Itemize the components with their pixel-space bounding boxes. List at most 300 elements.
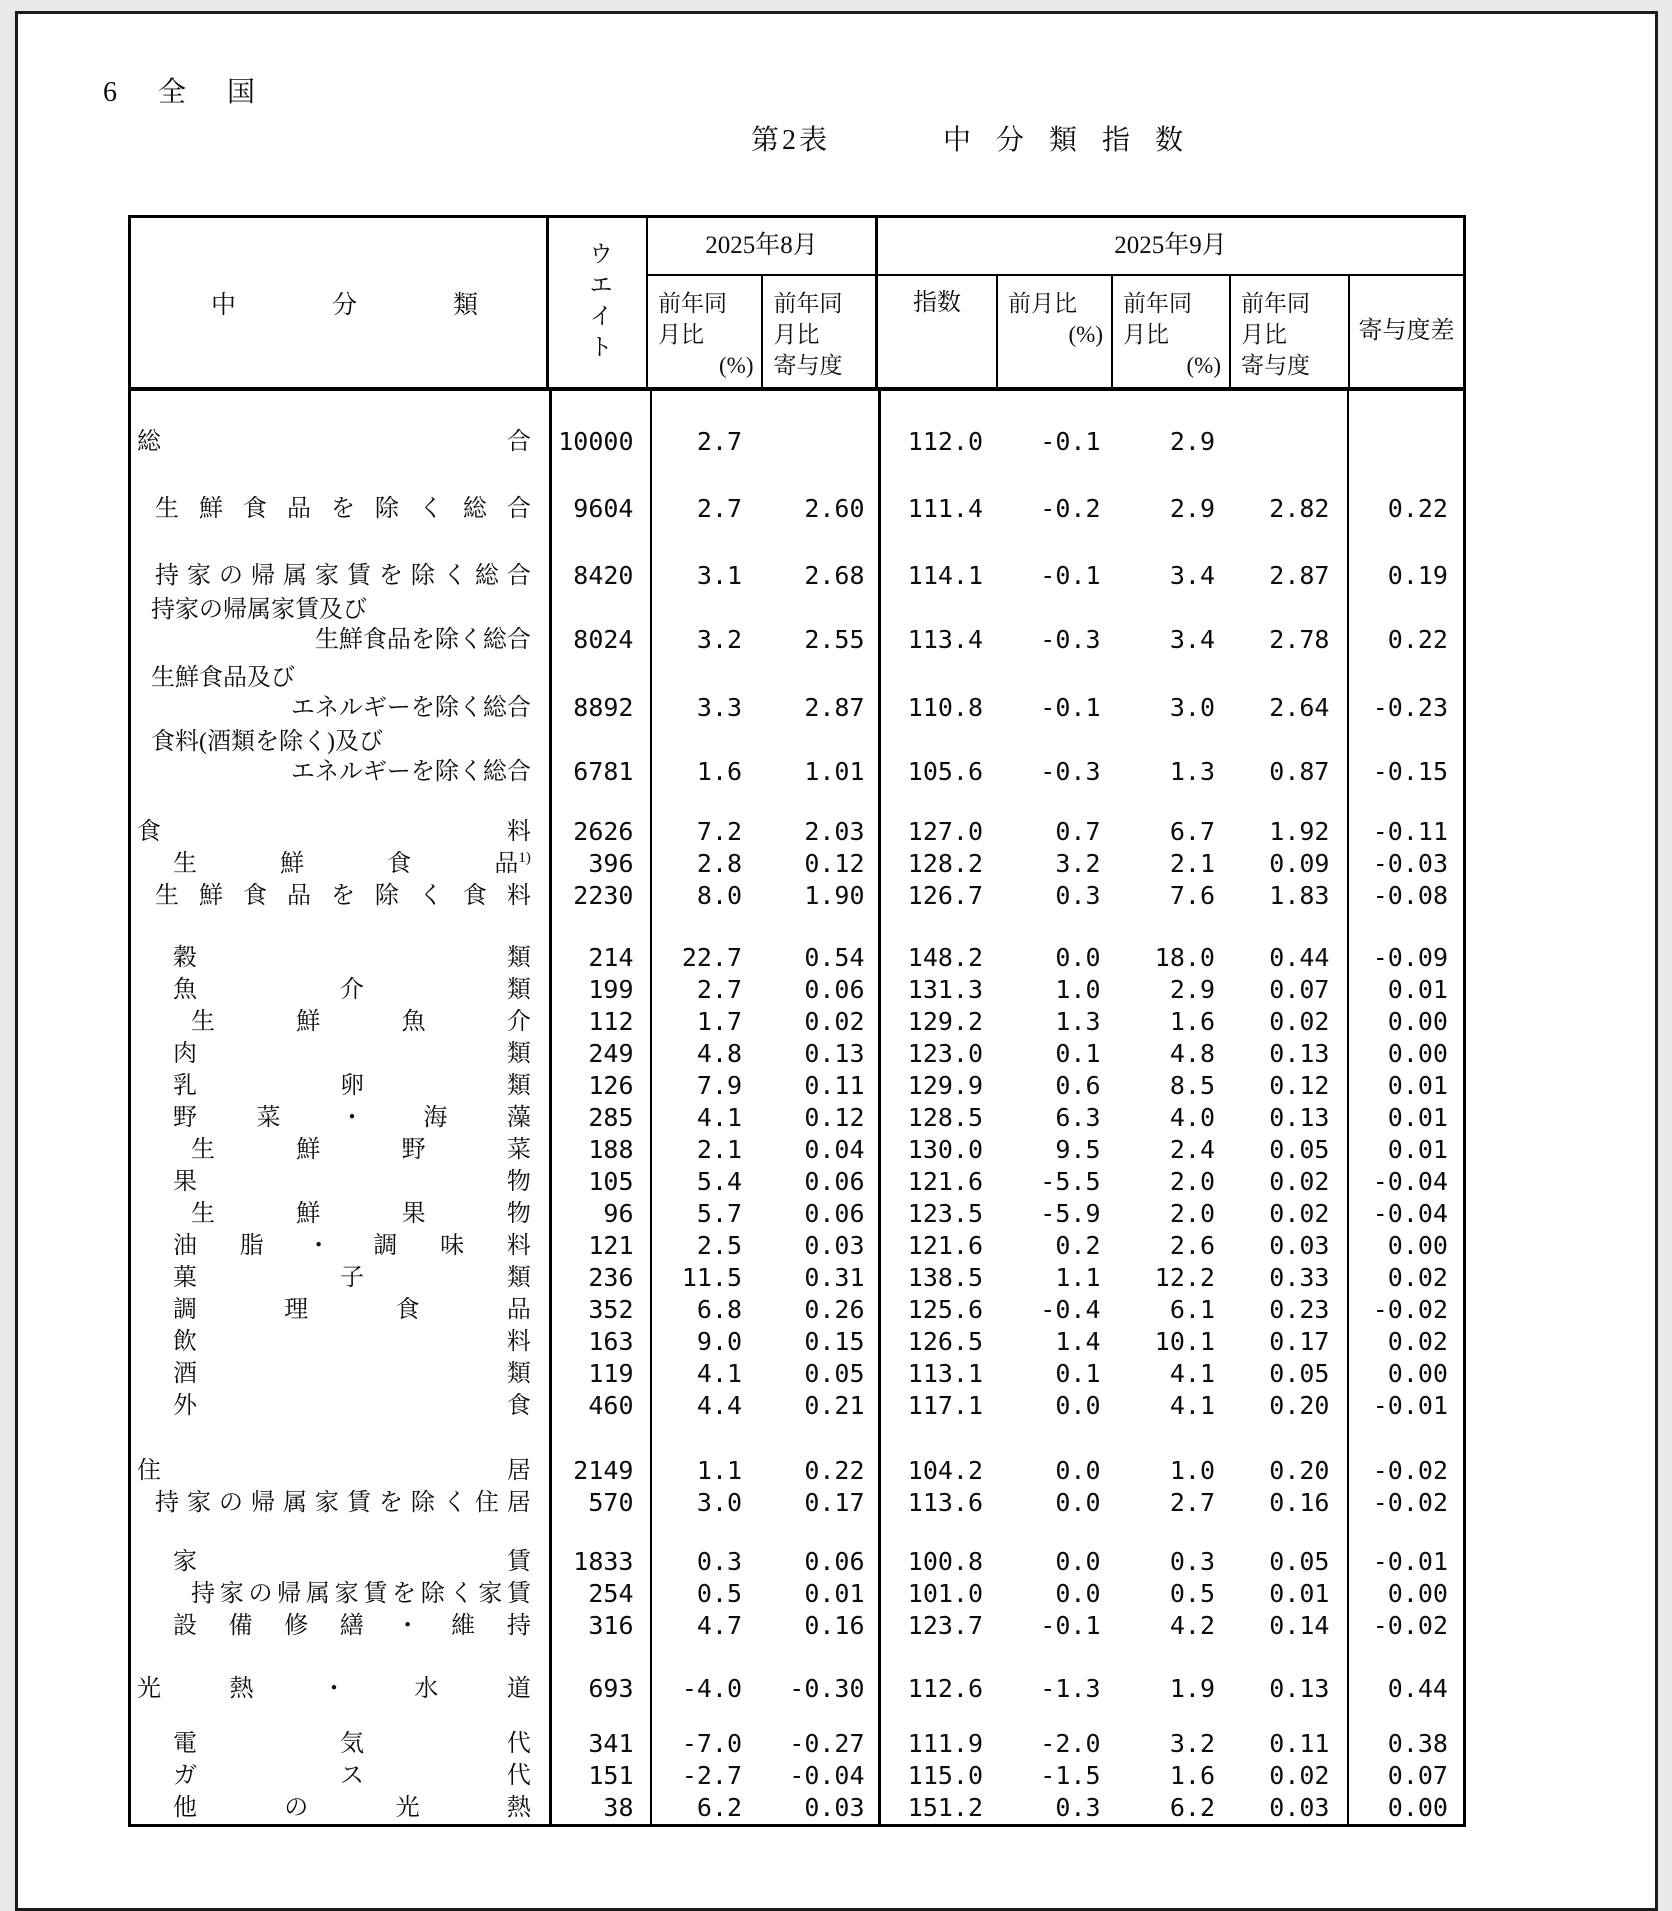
table-row xyxy=(131,1326,1463,1358)
cell-weight: 249 xyxy=(552,1038,652,1070)
cell-mom: -5.9 xyxy=(1040,1199,1101,1228)
cell-contrib: 0.07 xyxy=(1230,974,1349,1006)
cell-diff: 0.00 xyxy=(1387,1579,1448,1608)
table-row xyxy=(131,880,1463,912)
row-label: 魚 介 類 xyxy=(131,974,552,1006)
table-row xyxy=(131,1390,1463,1422)
cell-diff: 0.01 xyxy=(1387,1103,1448,1132)
cell-aug_yoy: 4.8 xyxy=(696,1039,743,1068)
cell-mom: 9.5 xyxy=(1055,1135,1101,1164)
cell-contrib xyxy=(1230,391,1349,458)
cell-contrib: 0.02 xyxy=(1230,1166,1349,1198)
col-header-aug-yoy: 前年同 月比 (%) xyxy=(658,291,754,378)
cell-mom: 0.1 xyxy=(1055,1039,1101,1068)
table-row xyxy=(131,1262,1463,1294)
table-row xyxy=(131,848,1463,880)
cell-weight: 10000 xyxy=(552,391,652,458)
cell-yoy: 0.3 xyxy=(1169,1547,1215,1576)
cell-weight: 121 xyxy=(552,1230,652,1262)
table-row xyxy=(131,1102,1463,1134)
cell-mom: -0.1 xyxy=(1040,427,1101,456)
cell-aug_contrib: -0.30 xyxy=(766,1642,881,1705)
cell-weight: 199 xyxy=(552,974,652,1006)
cell-diff: 0.00 xyxy=(1387,1359,1448,1388)
cell-index: 110.8 xyxy=(907,693,984,722)
cell-diff: 0.38 xyxy=(1387,1729,1448,1758)
cell-weight: 341 xyxy=(552,1705,652,1760)
cell-diff xyxy=(1349,391,1464,458)
cell-aug_yoy: 6.2 xyxy=(696,1793,743,1822)
cell-weight: 2149 xyxy=(552,1422,652,1487)
cell-aug_yoy: 9.0 xyxy=(696,1327,743,1356)
cell-weight: 96 xyxy=(552,1198,652,1230)
cell-index: 121.6 xyxy=(907,1231,984,1260)
table-row xyxy=(131,1792,1463,1824)
cell-diff: -0.01 xyxy=(1372,1391,1448,1420)
cell-yoy: 1.9 xyxy=(1169,1674,1215,1703)
cell-aug_yoy: 1.6 xyxy=(696,757,743,786)
table-row xyxy=(131,1198,1463,1230)
row-label: 食 料 xyxy=(131,788,552,848)
table-row xyxy=(131,525,1463,592)
cell-contrib: 0.13 xyxy=(1230,1102,1349,1134)
header-group-aug-2025 xyxy=(648,218,878,387)
cell-contrib: 0.20 xyxy=(1230,1390,1349,1422)
row-label: 生 鮮 魚 介 xyxy=(131,1006,552,1038)
cell-index: 151.2 xyxy=(907,1793,984,1822)
row-label: 住 居 xyxy=(131,1422,552,1487)
cell-aug_yoy: 4.1 xyxy=(696,1359,743,1388)
cell-mom: -0.2 xyxy=(1040,494,1101,523)
cell-yoy: 6.7 xyxy=(1169,817,1215,846)
cell-index: 129.9 xyxy=(907,1071,984,1100)
cell-index: 112.6 xyxy=(907,1674,984,1703)
cell-contrib: 2.87 xyxy=(1230,525,1349,592)
cell-yoy: 12.2 xyxy=(1154,1263,1215,1292)
cell-diff: -0.02 xyxy=(1372,1295,1448,1324)
cell-contrib: 2.78 xyxy=(1230,592,1349,656)
cell-contrib: 0.02 xyxy=(1230,1006,1349,1038)
cell-yoy: 2.9 xyxy=(1169,975,1215,1004)
cell-aug_contrib: 0.16 xyxy=(766,1610,881,1642)
cell-yoy: 1.3 xyxy=(1169,757,1215,786)
cell-contrib: 0.05 xyxy=(1230,1519,1349,1578)
cell-mom: 0.0 xyxy=(1055,1579,1101,1608)
cpi-table xyxy=(128,215,1466,1827)
cell-diff: -0.02 xyxy=(1372,1456,1448,1485)
cell-yoy: 8.5 xyxy=(1169,1071,1215,1100)
cell-index: 129.2 xyxy=(907,1007,984,1036)
cell-mom: 0.0 xyxy=(1055,1456,1101,1485)
table-header xyxy=(131,218,1463,391)
col-header-diff: 寄与度差 xyxy=(1348,276,1463,387)
cell-yoy: 2.1 xyxy=(1169,849,1215,878)
cell-weight: 119 xyxy=(552,1358,652,1390)
cell-aug_contrib: 0.12 xyxy=(766,848,881,880)
cell-contrib: 1.83 xyxy=(1230,880,1349,912)
cell-mom: 6.3 xyxy=(1055,1103,1101,1132)
table-title: 中 分 類 指 数 xyxy=(943,125,1193,156)
row-label: 菓 子 類 xyxy=(131,1262,552,1294)
header-weight-label: ウエイト xyxy=(584,240,611,365)
row-label: 総 合 xyxy=(131,391,552,458)
row-label: 油 脂 ・ 調 味 料 xyxy=(131,1230,552,1262)
table-row xyxy=(131,1642,1463,1705)
cell-aug_yoy: 2.1 xyxy=(696,1135,743,1164)
table-row xyxy=(131,1358,1463,1390)
cell-mom: 0.3 xyxy=(1055,1793,1101,1822)
cell-mom: 0.6 xyxy=(1055,1071,1101,1100)
cell-weight: 285 xyxy=(552,1102,652,1134)
cell-contrib: 0.09 xyxy=(1230,848,1349,880)
cell-yoy: 2.9 xyxy=(1169,427,1215,456)
cell-index: 128.5 xyxy=(907,1103,984,1132)
cell-aug_contrib: 0.02 xyxy=(766,1006,881,1038)
cell-contrib: 2.64 xyxy=(1230,656,1349,724)
cell-contrib: 0.05 xyxy=(1230,1134,1349,1166)
cell-diff: 0.01 xyxy=(1387,975,1448,1004)
cell-index: 138.5 xyxy=(907,1263,984,1292)
row-label: 生鮮食品及び エネルギーを除く総合 xyxy=(131,656,552,724)
cell-yoy: 3.4 xyxy=(1169,625,1215,654)
row-label: 生 鮮 食 品 を 除 く 総 合 xyxy=(131,458,552,525)
cell-aug_yoy: 5.4 xyxy=(696,1167,743,1196)
cell-diff: 0.00 xyxy=(1387,1231,1448,1260)
cell-mom: 0.0 xyxy=(1055,1391,1101,1420)
cell-mom: -1.3 xyxy=(1040,1674,1101,1703)
cell-aug_yoy: 3.2 xyxy=(696,625,743,654)
cell-contrib: 0.23 xyxy=(1230,1294,1349,1326)
cell-contrib: 0.05 xyxy=(1230,1358,1349,1390)
cell-contrib: 0.87 xyxy=(1230,724,1349,788)
cell-index: 123.0 xyxy=(907,1039,984,1068)
table-row xyxy=(131,1422,1463,1487)
cell-diff: -0.23 xyxy=(1372,693,1448,722)
table-row xyxy=(131,1487,1463,1519)
cell-index: 115.0 xyxy=(907,1761,984,1790)
cell-weight: 38 xyxy=(552,1792,652,1824)
cell-weight: 188 xyxy=(552,1134,652,1166)
cell-contrib: 0.16 xyxy=(1230,1487,1349,1519)
cell-contrib: 0.44 xyxy=(1230,912,1349,974)
cell-contrib: 2.82 xyxy=(1230,458,1349,525)
cell-diff: 0.44 xyxy=(1387,1674,1448,1703)
row-label: 設 備 修 繕 ・ 維 持 xyxy=(131,1610,552,1642)
cell-aug_contrib: 0.12 xyxy=(766,1102,881,1134)
cell-aug_yoy: 22.7 xyxy=(681,943,743,972)
cell-aug_yoy: 4.7 xyxy=(696,1611,743,1640)
table-body xyxy=(131,391,1463,1824)
table-row xyxy=(131,391,1463,458)
cell-mom: -2.0 xyxy=(1040,1729,1101,1758)
row-label: 生 鮮 野 菜 xyxy=(131,1134,552,1166)
cell-mom: 0.2 xyxy=(1055,1231,1101,1260)
cell-aug_contrib: 0.17 xyxy=(766,1487,881,1519)
cell-mom: 0.3 xyxy=(1055,881,1101,910)
header-period-sep: 2025年9月 xyxy=(878,218,1463,276)
cell-contrib: 0.03 xyxy=(1230,1230,1349,1262)
cell-aug_contrib: 2.68 xyxy=(766,525,881,592)
cell-aug_yoy: 5.7 xyxy=(696,1199,743,1228)
cell-aug_yoy: 2.7 xyxy=(696,427,743,456)
cell-index: 104.2 xyxy=(907,1456,984,1485)
row-label: 野 菜 ・ 海 藻 xyxy=(131,1102,552,1134)
cell-aug_contrib: 2.60 xyxy=(766,458,881,525)
cell-contrib: 0.33 xyxy=(1230,1262,1349,1294)
cell-weight: 236 xyxy=(552,1262,652,1294)
cell-mom: 1.0 xyxy=(1055,975,1101,1004)
cell-index: 111.4 xyxy=(907,494,984,523)
cell-weight: 9604 xyxy=(552,458,652,525)
cell-index: 112.0 xyxy=(907,427,984,456)
cell-aug_yoy: 2.5 xyxy=(696,1231,743,1260)
table-row xyxy=(131,1519,1463,1578)
cell-contrib: 0.03 xyxy=(1230,1792,1349,1824)
row-label: 酒 類 xyxy=(131,1358,552,1390)
cell-aug_yoy: 4.4 xyxy=(696,1391,743,1420)
cell-contrib: 0.13 xyxy=(1230,1038,1349,1070)
row-label: 持 家 の 帰 属 家 賃 を 除 く 総 合 xyxy=(131,525,552,592)
cell-weight: 8892 xyxy=(552,656,652,724)
cell-index: 113.1 xyxy=(907,1359,984,1388)
cell-weight: 214 xyxy=(552,912,652,974)
table-row xyxy=(131,458,1463,525)
cell-aug_contrib: 0.03 xyxy=(766,1792,881,1824)
cell-aug_yoy: 0.5 xyxy=(696,1579,743,1608)
cell-aug_contrib: 0.01 xyxy=(766,1578,881,1610)
cell-diff: 0.07 xyxy=(1387,1761,1448,1790)
table-row xyxy=(131,1070,1463,1102)
cell-weight: 6781 xyxy=(552,724,652,788)
cell-yoy: 2.9 xyxy=(1169,494,1215,523)
cell-index: 113.4 xyxy=(907,625,984,654)
pdf-page xyxy=(15,11,1658,1911)
cell-aug_yoy: 0.3 xyxy=(696,1547,743,1576)
cell-aug_contrib: -0.04 xyxy=(766,1760,881,1792)
cell-aug_yoy: -2.7 xyxy=(681,1761,743,1790)
cell-aug_contrib: 2.03 xyxy=(766,788,881,848)
table-row xyxy=(131,1134,1463,1166)
cell-contrib: 0.01 xyxy=(1230,1578,1349,1610)
cell-mom: -0.3 xyxy=(1040,757,1101,786)
cell-mom: -0.4 xyxy=(1040,1295,1101,1324)
cell-yoy: 1.6 xyxy=(1169,1007,1215,1036)
cell-index: 100.8 xyxy=(907,1547,984,1576)
cell-contrib: 0.14 xyxy=(1230,1610,1349,1642)
cell-aug_yoy: 3.0 xyxy=(696,1488,743,1517)
cell-aug_contrib: 0.06 xyxy=(766,1198,881,1230)
row-label: 持 家 の 帰 属 家 賃 を 除 く 住 居 xyxy=(131,1487,552,1519)
cell-aug_yoy: 1.1 xyxy=(696,1456,743,1485)
row-label: 生 鮮 食 品$^{1)}$ xyxy=(131,848,552,880)
cell-mom: 1.4 xyxy=(1055,1327,1101,1356)
cell-index: 111.9 xyxy=(907,1729,984,1758)
cell-diff: -0.04 xyxy=(1372,1167,1448,1196)
cell-diff: -0.11 xyxy=(1372,817,1448,846)
header-category-label: 中 分 類 xyxy=(211,291,479,319)
row-label: 他 の 光 熱 xyxy=(131,1792,552,1824)
row-label: 家 賃 xyxy=(131,1519,552,1578)
row-label: 穀 類 xyxy=(131,912,552,974)
cell-aug_yoy: 11.5 xyxy=(681,1263,743,1292)
cell-aug_contrib: 2.55 xyxy=(766,592,881,656)
cell-aug_contrib: 0.22 xyxy=(766,1422,881,1487)
cell-aug_yoy: -7.0 xyxy=(681,1729,743,1758)
table-row xyxy=(131,1038,1463,1070)
cell-aug_yoy: 7.9 xyxy=(696,1071,743,1100)
cell-diff: -0.08 xyxy=(1372,881,1448,910)
cell-index: 131.3 xyxy=(907,975,984,1004)
cell-yoy: 7.6 xyxy=(1169,881,1215,910)
cell-diff: 0.22 xyxy=(1387,494,1448,523)
row-label: 生 鮮 食 品 を 除 く 食 料 xyxy=(131,880,552,912)
cell-weight: 8024 xyxy=(552,592,652,656)
cell-aug_contrib: 0.06 xyxy=(766,974,881,1006)
table-number: 第2表 xyxy=(751,125,831,156)
cell-aug_contrib: 1.90 xyxy=(766,880,881,912)
cell-index: 128.2 xyxy=(907,849,984,878)
cell-mom: -0.1 xyxy=(1040,693,1101,722)
cell-diff: -0.02 xyxy=(1372,1611,1448,1640)
cell-mom: 0.1 xyxy=(1055,1359,1101,1388)
cell-aug_contrib: 0.06 xyxy=(766,1519,881,1578)
cell-yoy: 3.4 xyxy=(1169,561,1215,590)
cell-index: 101.0 xyxy=(907,1579,984,1608)
col-header-index: 指数 xyxy=(913,290,961,316)
cell-aug_yoy: 2.8 xyxy=(696,849,743,878)
cell-yoy: 2.6 xyxy=(1169,1231,1215,1260)
table-row xyxy=(131,1006,1463,1038)
cell-diff: 0.19 xyxy=(1387,561,1448,590)
cell-aug_contrib: 1.01 xyxy=(766,724,881,788)
row-label: 持 家 の 帰 属 家 賃 を 除 く 家 賃 xyxy=(131,1578,552,1610)
cell-mom: -5.5 xyxy=(1040,1167,1101,1196)
cell-mom: 0.0 xyxy=(1055,1488,1101,1517)
cell-diff: 0.22 xyxy=(1387,625,1448,654)
cell-aug_yoy: 1.7 xyxy=(696,1007,743,1036)
header-group-sep-2025 xyxy=(878,218,1463,387)
cell-mom: 1.1 xyxy=(1055,1263,1101,1292)
cell-index: 114.1 xyxy=(907,561,984,590)
cell-yoy: 3.2 xyxy=(1169,1729,1215,1758)
cell-yoy: 1.0 xyxy=(1169,1456,1215,1485)
row-label: 生 鮮 果 物 xyxy=(131,1198,552,1230)
cell-aug_contrib: 2.87 xyxy=(766,656,881,724)
cell-weight: 570 xyxy=(552,1487,652,1519)
table-row xyxy=(131,592,1463,656)
row-label: 飲 料 xyxy=(131,1326,552,1358)
table-row xyxy=(131,1610,1463,1642)
footnote-ref: 1) xyxy=(518,850,531,866)
cell-aug_yoy: 8.0 xyxy=(696,881,743,910)
cell-aug_contrib: 0.15 xyxy=(766,1326,881,1358)
col-header-aug-contrib: 前年同 月比 寄与度 xyxy=(761,276,875,387)
cell-index: 121.6 xyxy=(907,1167,984,1196)
cell-yoy: 18.0 xyxy=(1154,943,1215,972)
cell-index: 127.0 xyxy=(907,817,984,846)
table-row xyxy=(131,724,1463,788)
cell-aug_yoy: 7.2 xyxy=(696,817,743,846)
table-row xyxy=(131,1294,1463,1326)
cell-aug_contrib: 0.11 xyxy=(766,1070,881,1102)
cell-contrib: 0.12 xyxy=(1230,1070,1349,1102)
cell-yoy: 4.0 xyxy=(1169,1103,1215,1132)
cell-weight: 1833 xyxy=(552,1519,652,1578)
cell-diff: 0.02 xyxy=(1387,1263,1448,1292)
cell-yoy: 4.8 xyxy=(1169,1039,1215,1068)
cell-aug_contrib: 0.54 xyxy=(766,912,881,974)
row-label: 肉 類 xyxy=(131,1038,552,1070)
cell-contrib: 0.17 xyxy=(1230,1326,1349,1358)
cell-mom: 1.3 xyxy=(1055,1007,1101,1036)
table-row xyxy=(131,1705,1463,1760)
cell-diff: 0.02 xyxy=(1387,1327,1448,1356)
cell-diff: -0.01 xyxy=(1372,1547,1448,1576)
col-header-sep-contrib: 前年同 月比 寄与度 xyxy=(1229,276,1348,387)
cell-aug_contrib: 0.06 xyxy=(766,1166,881,1198)
cell-mom: -0.1 xyxy=(1040,1611,1101,1640)
cell-aug_yoy: 3.3 xyxy=(696,693,743,722)
cell-index: 123.7 xyxy=(907,1611,984,1640)
cell-yoy: 2.0 xyxy=(1169,1199,1215,1228)
cell-yoy: 2.0 xyxy=(1169,1167,1215,1196)
cell-aug_contrib xyxy=(766,391,881,458)
cell-diff: 0.01 xyxy=(1387,1071,1448,1100)
cell-aug_contrib: 0.31 xyxy=(766,1262,881,1294)
table-row xyxy=(131,974,1463,1006)
table-row xyxy=(131,912,1463,974)
cell-aug_contrib: -0.27 xyxy=(766,1705,881,1760)
cell-contrib: 0.13 xyxy=(1230,1642,1349,1705)
cell-diff: -0.04 xyxy=(1372,1199,1448,1228)
cell-contrib: 0.02 xyxy=(1230,1760,1349,1792)
col-header-sep-yoy: 前年同 月比 (%) xyxy=(1111,276,1229,387)
row-label: 光 熱 ・ 水 道 xyxy=(131,1642,552,1705)
cell-aug_contrib: 0.03 xyxy=(766,1230,881,1262)
cell-mom: -0.3 xyxy=(1040,625,1101,654)
cell-weight: 254 xyxy=(552,1578,652,1610)
cell-yoy: 4.1 xyxy=(1169,1391,1215,1420)
cell-mom: 3.2 xyxy=(1055,849,1101,878)
cell-contrib: 0.20 xyxy=(1230,1422,1349,1487)
cell-aug_contrib: 0.04 xyxy=(766,1134,881,1166)
table-row xyxy=(131,656,1463,724)
cell-diff: 0.00 xyxy=(1387,1793,1448,1822)
cell-yoy: 4.1 xyxy=(1169,1359,1215,1388)
cell-contrib: 1.92 xyxy=(1230,788,1349,848)
cell-aug_yoy: 4.1 xyxy=(696,1103,743,1132)
cell-contrib: 0.02 xyxy=(1230,1198,1349,1230)
cell-aug_contrib: 0.26 xyxy=(766,1294,881,1326)
cell-index: 126.5 xyxy=(907,1327,984,1356)
table-row xyxy=(131,788,1463,848)
cell-weight: 8420 xyxy=(552,525,652,592)
cell-weight: 352 xyxy=(552,1294,652,1326)
cell-aug_yoy: 2.7 xyxy=(696,494,743,523)
cell-mom: -0.1 xyxy=(1040,561,1101,590)
cell-weight: 316 xyxy=(552,1610,652,1642)
cell-yoy: 0.5 xyxy=(1169,1579,1215,1608)
header-period-aug: 2025年8月 xyxy=(648,218,875,276)
cell-aug_contrib: 0.21 xyxy=(766,1390,881,1422)
row-label: ガ ス 代 xyxy=(131,1760,552,1792)
row-label: 調 理 食 品 xyxy=(131,1294,552,1326)
cell-index: 123.5 xyxy=(907,1199,984,1228)
cell-index: 126.7 xyxy=(907,881,984,910)
cell-mom: 0.0 xyxy=(1055,943,1101,972)
table-row xyxy=(131,1760,1463,1792)
cell-yoy: 6.2 xyxy=(1169,1793,1215,1822)
